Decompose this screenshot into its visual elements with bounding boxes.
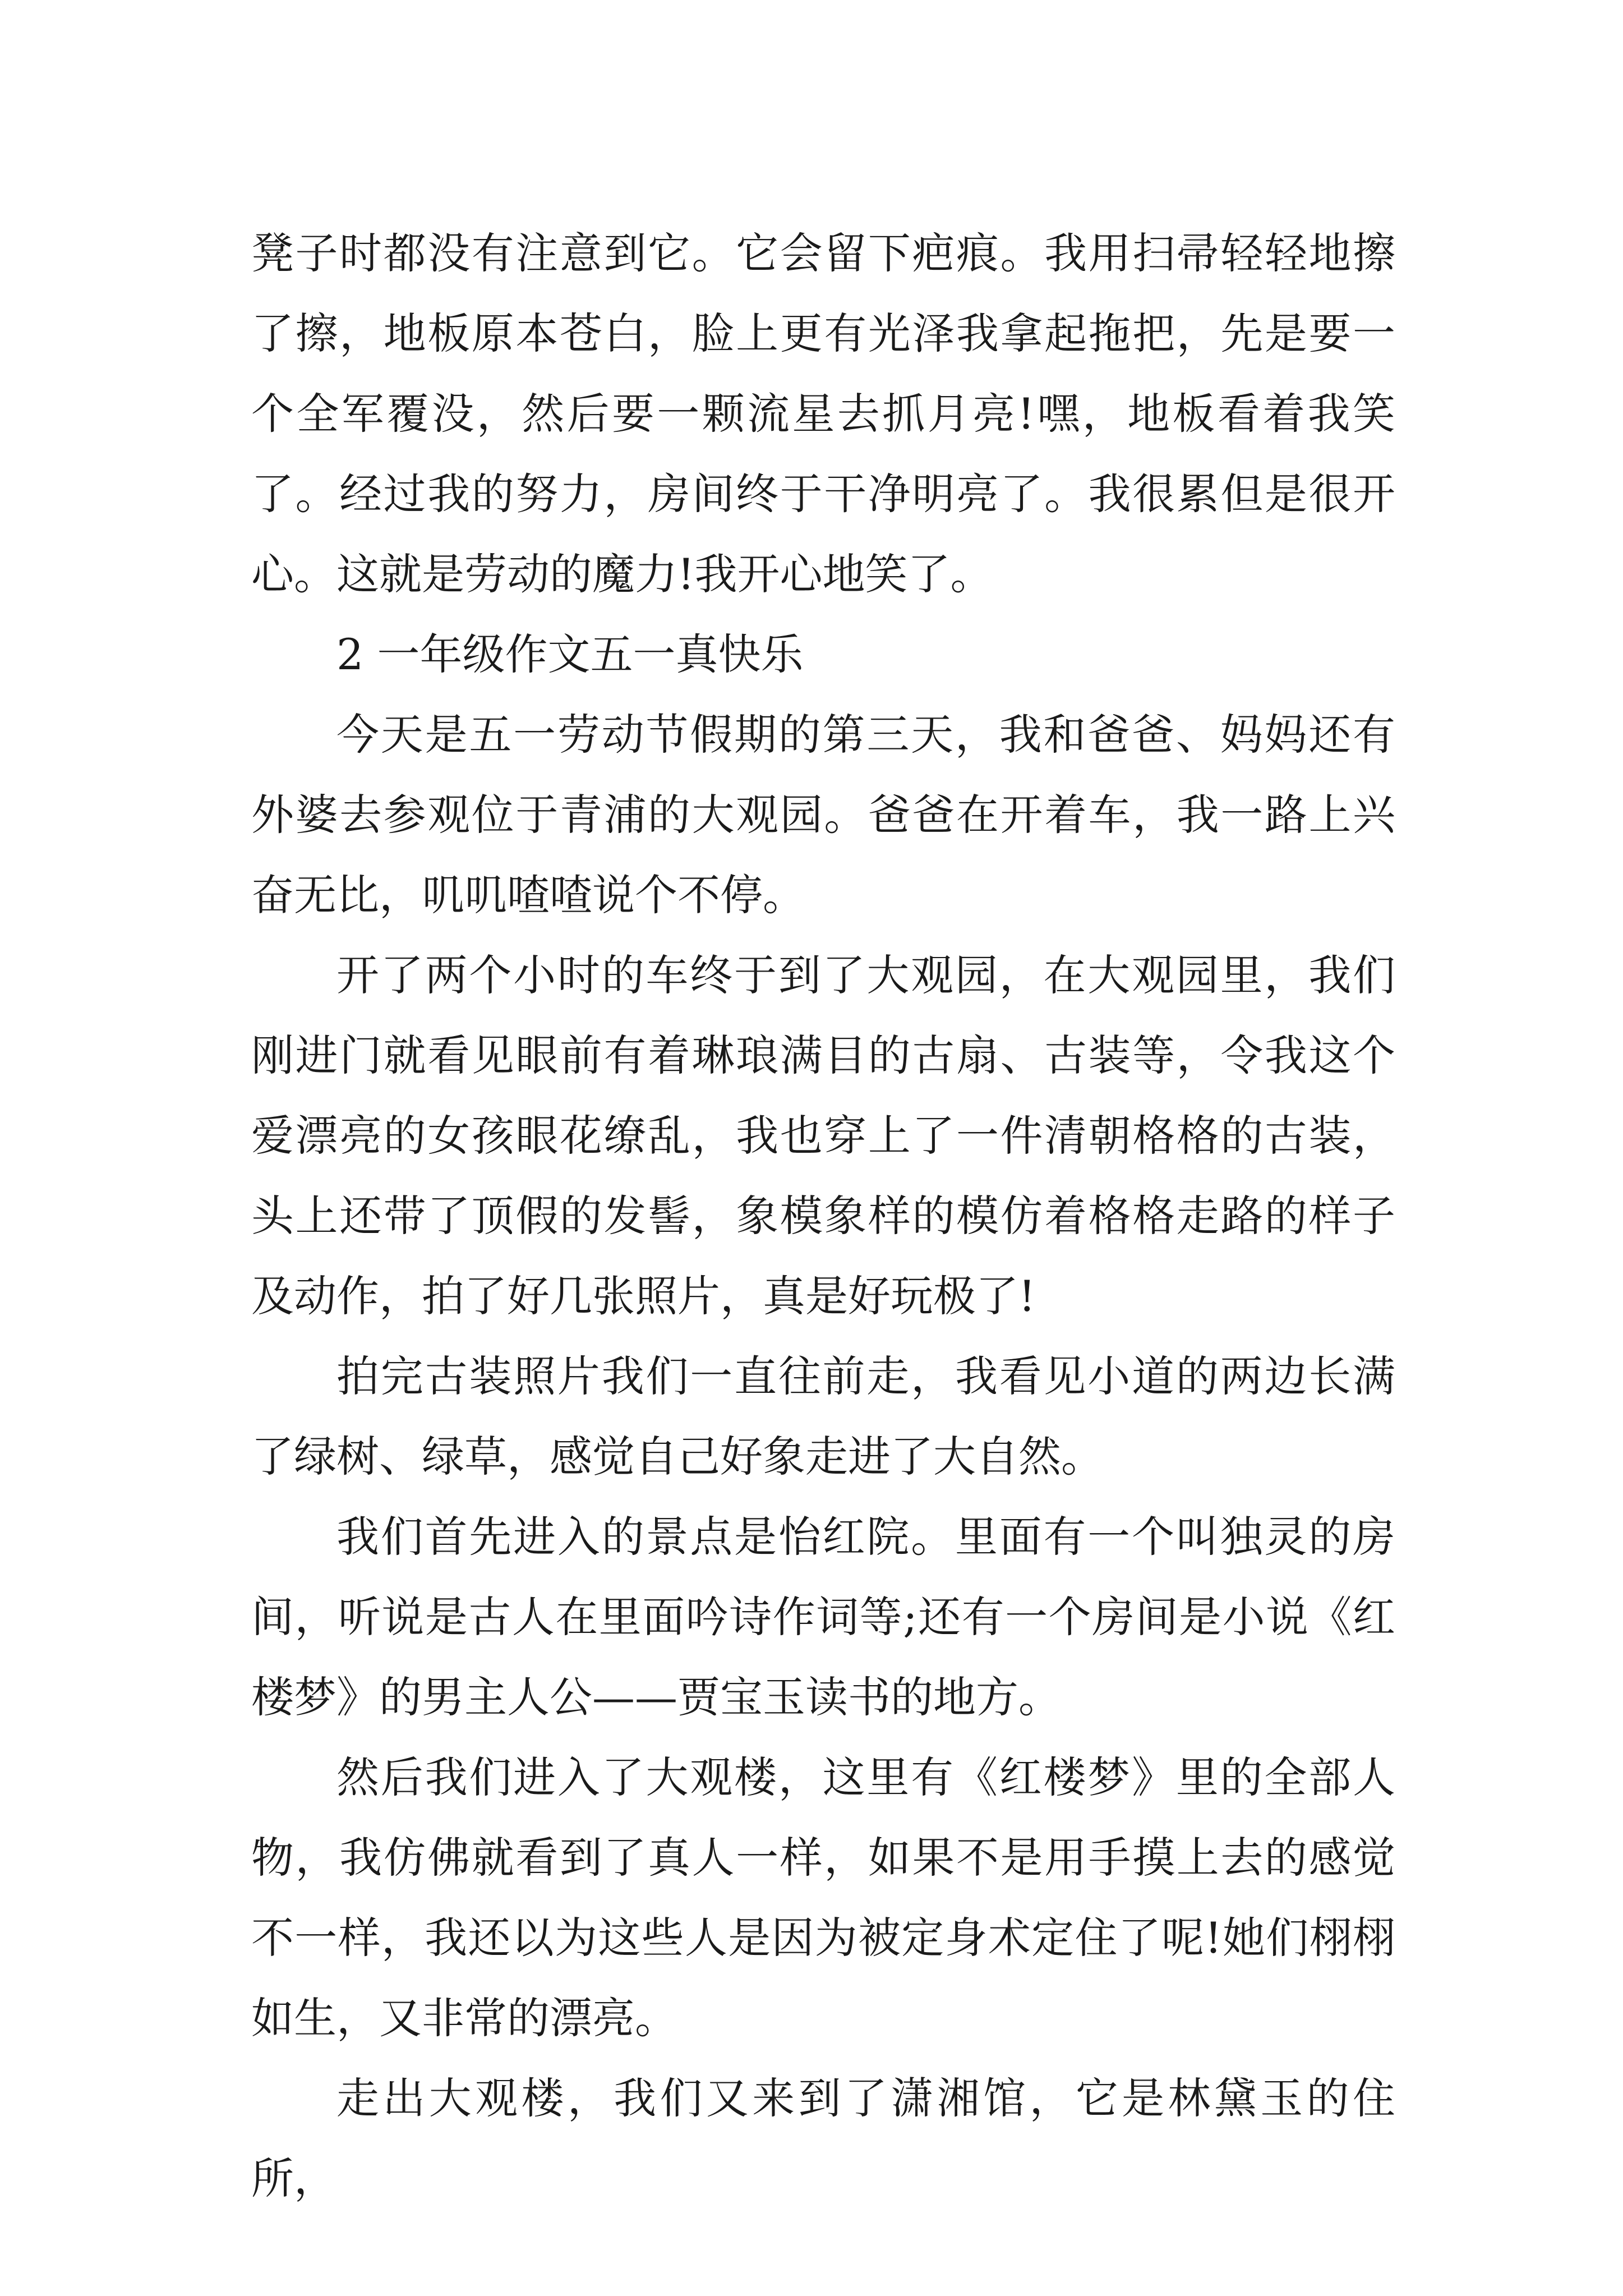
paragraph: 今天是五一劳动节假期的第三天，我和爸爸、妈妈还有外婆去参观位于青浦的大观园。爸爸在开着车，我一路上兴奋无比，叽叽喳喳说个不停。	[251, 710, 1395, 920]
paragraph: 走出大观楼，我们又来到了潇湘馆，它是林黛玉的住所，	[251, 2073, 1395, 2203]
section-heading: 2 一年级作文五一真快乐	[336, 629, 804, 679]
document-body	[251, 213, 1395, 2219]
paragraph: 拍完古装照片我们一直往前走，我看见小道的两边长满了绿树、绿草，感觉自己好象走进了大自然。	[251, 1351, 1395, 1481]
paragraph: 我们首先进入的景点是怡红院。里面有一个叫独灵的房间，听说是古人在里面吟诗作词等;还有一个房间是小说《红楼梦》的男主人公——贾宝玉读书的地方。	[251, 1512, 1395, 1722]
paragraph: 开了两个小时的车终于到了大观园，在大观园里，我们刚进门就看见眼前有着琳琅满目的古扇、古装等，令我这个爱漂亮的女孩眼花缭乱，我也穿上了一件清朝格格的古装，头上还带了顶假的发髻，象模象样的模仿着格格走路的样子及动作，拍了好几张照片，真是好玩极了!	[251, 950, 1395, 1321]
paragraph: 然后我们进入了大观楼，这里有《红楼梦》里的全部人物，我仿佛就看到了真人一样，如果不是用手摸上去的感觉不一样，我还以为这些人是因为被定身术定住了呢!她们栩栩如生，又非常的漂亮。	[251, 1752, 1395, 2043]
paragraph-continued: 凳子时都没有注意到它。它会留下疤痕。我用扫帚轻轻地擦了擦，地板原本苍白，脸上更有光泽我拿起拖把，先是要一个全军覆没，然后要一颗流星去抓月亮!嘿，地板看着我笑了。经过我的努力，房间终于干净明亮了。我很累但是很开心。这就是劳动的魔力!我开心地笑了。	[251, 228, 1395, 599]
